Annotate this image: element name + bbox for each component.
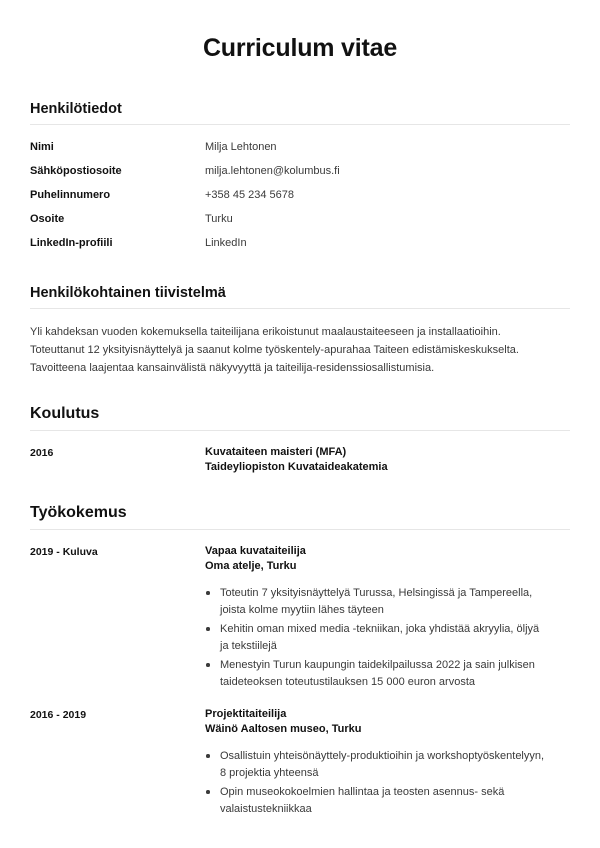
entry-body — [205, 445, 570, 475]
field-label: Sähköpostiosoite — [30, 165, 122, 177]
field-value: +358 45 234 5678 — [205, 189, 295, 201]
list-item-text: Toteutin 7 yksityisnäyttelyä Turussa, Helsingissä ja Tampereella, joista kolme myytiin lähes täyteen — [220, 587, 533, 616]
education-entry — [30, 445, 570, 475]
entry-body — [205, 707, 570, 820]
experience-entry — [30, 544, 570, 693]
section-personal-details — [30, 100, 570, 255]
entry-title: Kuvataiteen maisteri (MFA) — [205, 446, 347, 458]
section-work-experience — [30, 503, 570, 820]
table-row — [30, 135, 570, 159]
entry-title: Vapaa kuvataiteilija — [205, 545, 306, 557]
bullet-dot-icon — [206, 591, 210, 595]
linkedin-profile-value[interactable]: LinkedIn — [205, 237, 247, 249]
entry-date: 2016 — [30, 447, 54, 459]
list-item-text: Kehitin oman mixed media -tekniikan, joka yhdistää akryylia, öljyä ja tekstiilejä — [220, 623, 540, 652]
field-label: LinkedIn-profiili — [30, 237, 113, 249]
section-divider — [30, 529, 570, 530]
bullet-dot-icon — [206, 790, 210, 794]
section-personal-summary — [30, 284, 570, 377]
entry-body — [205, 544, 570, 693]
section-education — [30, 404, 570, 475]
page-title: Curriculum vitae — [202, 34, 398, 62]
list-item — [205, 657, 550, 691]
field-value: milja.lehtonen@kolumbus.fi — [205, 165, 340, 177]
entry-title: Projektitaiteilija — [205, 708, 287, 720]
list-item — [205, 748, 550, 782]
entry-organization: Oma atelje, Turku — [205, 560, 297, 572]
bullet-dot-icon — [206, 627, 210, 631]
entry-date: 2019 - Kuluva — [30, 546, 98, 558]
list-item — [205, 621, 550, 655]
bullet-dot-icon — [206, 663, 210, 667]
section-divider — [30, 124, 570, 125]
table-row — [30, 183, 570, 207]
section-heading-education: Koulutus — [30, 405, 100, 422]
list-item — [205, 784, 550, 818]
list-item-text: Opin museokokoelmien hallintaa ja teosten asennus- sekä valaistustekniikkaa — [220, 786, 505, 815]
personal-details-table — [30, 135, 570, 255]
field-value: Turku — [205, 213, 233, 225]
section-divider — [30, 308, 570, 309]
table-row — [30, 231, 570, 255]
entry-date: 2016 - 2019 — [30, 709, 87, 721]
field-label: Puhelinnumero — [30, 189, 111, 201]
field-value: Milja Lehtonen — [205, 141, 277, 153]
list-item-text: Menestyin Turun kaupungin taidekilpailussa 2022 ja sain julkisen taideteoksen toteutustilauksen 15 000 euron arvosta — [220, 659, 535, 688]
section-heading-work-experience: Työkokemus — [30, 504, 127, 521]
list-item — [205, 585, 550, 619]
section-heading-personal-details: Henkilötiedot — [30, 101, 122, 117]
bullet-dot-icon — [206, 754, 210, 758]
section-divider — [30, 430, 570, 431]
summary-paragraph: Yli kahdeksan vuoden kokemuksella taiteilijana erikoistunut maalaustaiteeseen ja installaatioihin. Toteuttanut 12 yksityisnäyttelyä ja saanut kolme työskentely-apurahaa Taiteen edistämiskeskukselta. Tavoitteena laajentaa kansainvälistä näkyvyyttä ja taiteilija-residenssiosallistumisia. — [30, 326, 519, 374]
list-item-text: Osallistuin yhteisönäyttely-produktioihin ja workshoptyöskentelyyn, 8 projektia yhteensä — [220, 750, 545, 779]
experience-entry — [30, 707, 570, 820]
entry-organization: Wäinö Aaltosen museo, Turku — [205, 723, 362, 735]
field-label: Nimi — [30, 141, 54, 153]
section-heading-personal-summary: Henkilökohtainen tiivistelmä — [30, 285, 226, 301]
entry-bullet-list — [205, 748, 570, 818]
field-label: Osoite — [30, 213, 65, 225]
table-row — [30, 207, 570, 231]
table-row — [30, 159, 570, 183]
entry-bullet-list — [205, 585, 570, 691]
entry-organization: Taideyliopiston Kuvataideakatemia — [205, 461, 388, 473]
